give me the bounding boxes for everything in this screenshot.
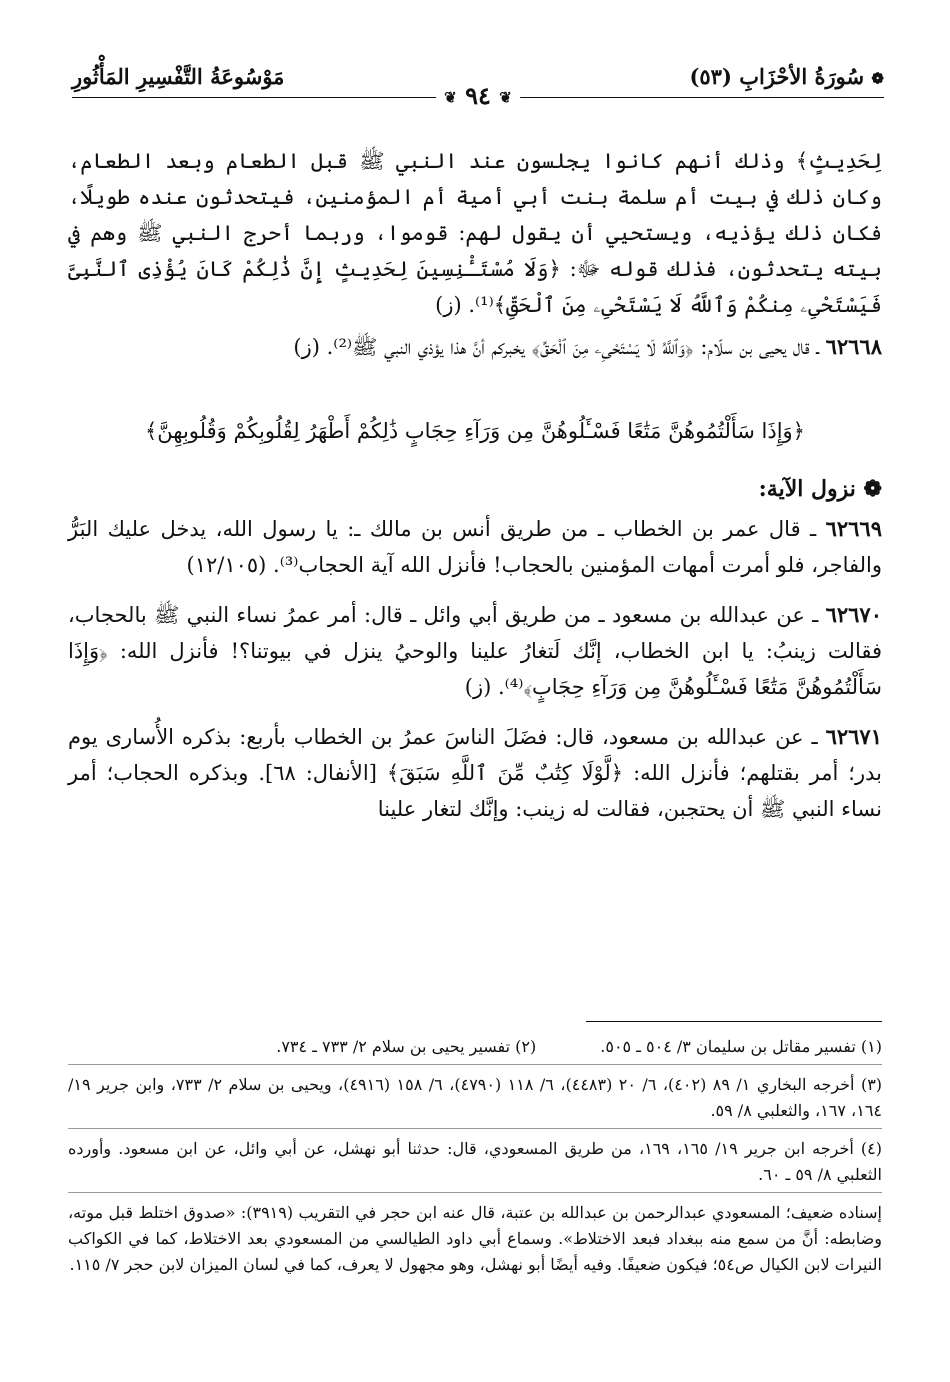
spacer [68, 365, 882, 413]
footnote-separator [586, 1021, 882, 1022]
hadith-number: ٦٢٦٦٩ [825, 516, 882, 541]
page-number-text: ٩٤ [465, 81, 491, 110]
spacer [68, 583, 882, 597]
footnote-4-commentary: إسناده ضعيف؛ المسعودي عبدالرحمن بن عبدالله بن عتبة، قال عنه ابن حجر في التقريب (٣٩١٩): «صدوق اختلط قبل موته، وضابطه: أنَّ من سمع منه ببغداد فبعد الاختلاط». وسماع أبي داود الطيالسي من المسعودي بعد الاختلاط، كما في الكواكب النيرات لابن الكيال ص٥٤؛ فيكون ضعيفًا. وفيه أيضًا أبو نهشل، وهو مجهول لا يعرف، كما في لسان الميزان لابن حجر ٧/ ١١٥. [68, 1203, 882, 1274]
paragraph-1: لِحَدِيثٍ﴾ وذلك أنهم كانوا يجلسون عند النبي ﷺ قبل الطعام وبعد الطعام، وكان ذلك في بيت أم سلمة بنت أبي أمية أم المؤمنين، فيتحدثون عنده طويلًا، فكان ذلك يؤذيه، ويستحيي أن يقول لهم: قوموا، وربما أحرج النبي ﷺ وهم في بيته يتحدثون، فذلك قوله ﷻ: ﴿وَلَا مُسْتَـْٔنِسِينَ لِحَدِيثٍ إِنَّ ذَٰلِكُمْ كَانَ يُؤْذِى ٱلنَّبِىَّ فَيَسْتَحْىِۦ مِنكُمْ وَٱللَّهُ لَا يَسْتَحْىِۦ مِنَ ٱلْحَقِّ﴾⁽¹⁾. (ز) [68, 149, 882, 317]
footnotes [68, 1034, 882, 1278]
footnote-divider [68, 1064, 882, 1066]
right-ornament-icon: ❦ [444, 88, 457, 107]
quran-verse: ﴿وَإِذَا سَأَلْتُمُوهُنَّ مَتَٰعًا فَسْـَٔلُوهُنَّ مِن وَرَآءِ حِجَابٍ ذَٰلِكُمْ أَطْهَرُ لِقُلُوبِكُمْ وَقُلُوبِهِنَّ﴾ [144, 419, 805, 443]
page-number [436, 81, 520, 110]
hadith-text: ـ عن عبدالله بن مسعود ـ من طريق أبي وائل ـ قال: أمر عمرُ نساء النبي ﷺ بالحجاب، فقالت زينبُ: يا ابن الخطاب، إنَّك لَتغارُ علينا والوحيُ ينزل في بيوتنا؟! فأنزل الله: ﴿وَإِذَا سَأَلْتُمُوهُنَّ مَتَٰعًا فَسْـَٔلُوهُنَّ مِن وَرَآءِ حِجَابٍ﴾⁽⁴⁾. (ز) [68, 603, 882, 699]
paragraph-62669 [68, 511, 882, 583]
surah-title [689, 64, 884, 89]
left-ornament-icon: ❦ [499, 88, 512, 107]
footnote-4: (٤) أخرجه ابن جرير ١٩/ ١٦٥، ١٦٩، من طريق المسعودي، قال: حدثنا أبو نهشل، عن أبي وائل، عن ابن مسعود. وأورده الثعلبي ٨/ ٥٩ ـ ٦٠. [68, 1139, 883, 1184]
footnote-3: (٣) أخرجه البخاري ١/ ٨٩ (٤٠٢)، ٦/ ٢٠ (٤٤٨٣)، ٦/ ١١٨ (٤٧٩٠)، ٦/ ١٥٨ (٤٩١٦)، ويحيى بن سلام ٢/ ٧٣٣، وابن جرير ١٩/ ١٦٤، ١٦٧، والثعلبي ٨/ ٥٩. [68, 1075, 883, 1120]
surah-title-text: سُورَةُ الأحْزَابِ (٥٣) [689, 64, 865, 89]
hadith-number: ٦٢٦٧١ [825, 724, 882, 749]
footnote-divider [68, 1192, 882, 1194]
hadith-text: ـ قال عمر بن الخطاب ـ من طريق أنس بن مالك ـ: يا رسول الله، يدخل عليك البَرُّ والفاجر، فلو أمرت أمهات المؤمنين بالحجاب! فأنزل الله آية الحجاب⁽³⁾. (١٢/١٠٥) [68, 517, 882, 577]
hadith-text: ـ عن عبدالله بن مسعود، قال: فضَلَ الناسَ عمرُ بن الخطاب بأربع: بذكره الأُسارى يوم بدر؛ أمر بقتلهم؛ فأنزل الله: ﴿لَّوْلَا كِتَٰبٌ مِّنَ ٱللَّهِ سَبَقَ﴾ [الأنفال: ٦٨]. وبذكره الحجاب؛ أمر نساء النبي ﷺ أن يحتجبن، فقالت له زينب: وإنَّك لتغار علينا [68, 725, 882, 821]
footnote-divider [68, 1128, 882, 1130]
hadith-number: ٦٢٦٧٠ [825, 602, 882, 627]
spacer [68, 449, 882, 471]
footnote-2: (٢) تفسير يحيى بن سلام ٢/ ٧٣٣ ـ ٧٣٤. [276, 1037, 537, 1056]
paragraph-62671 [68, 719, 882, 827]
footnote-row [68, 1034, 882, 1060]
page-body [68, 143, 882, 827]
page-header [72, 62, 884, 110]
ornament-icon: ❁ [871, 69, 884, 88]
spacer [68, 705, 882, 719]
hadith-text: ـ قال يحيى بن سلّام: ﴿وَٱللَّهُ لَا يَسْتَحْىِۦ مِنَ ٱلْحَقِّ﴾ يخبركم أنَّ هذا يؤذي النبي ﷺ⁽²⁾. (ز) [293, 335, 826, 359]
section-heading: ❁ نزول الآية: [758, 476, 882, 502]
hadith-number: ٦٢٦٦٨ [825, 334, 882, 359]
paragraph-62670 [68, 597, 882, 705]
footnote-1: (١) تفسير مقاتل بن سليمان ٣/ ٥٠٤ ـ ٥٠٥. [600, 1037, 882, 1056]
paragraph-62668 [68, 329, 882, 365]
book-title: مَوْسُوعَةُ التَّفْسِيرِ المَأْثُورِ [72, 64, 285, 89]
